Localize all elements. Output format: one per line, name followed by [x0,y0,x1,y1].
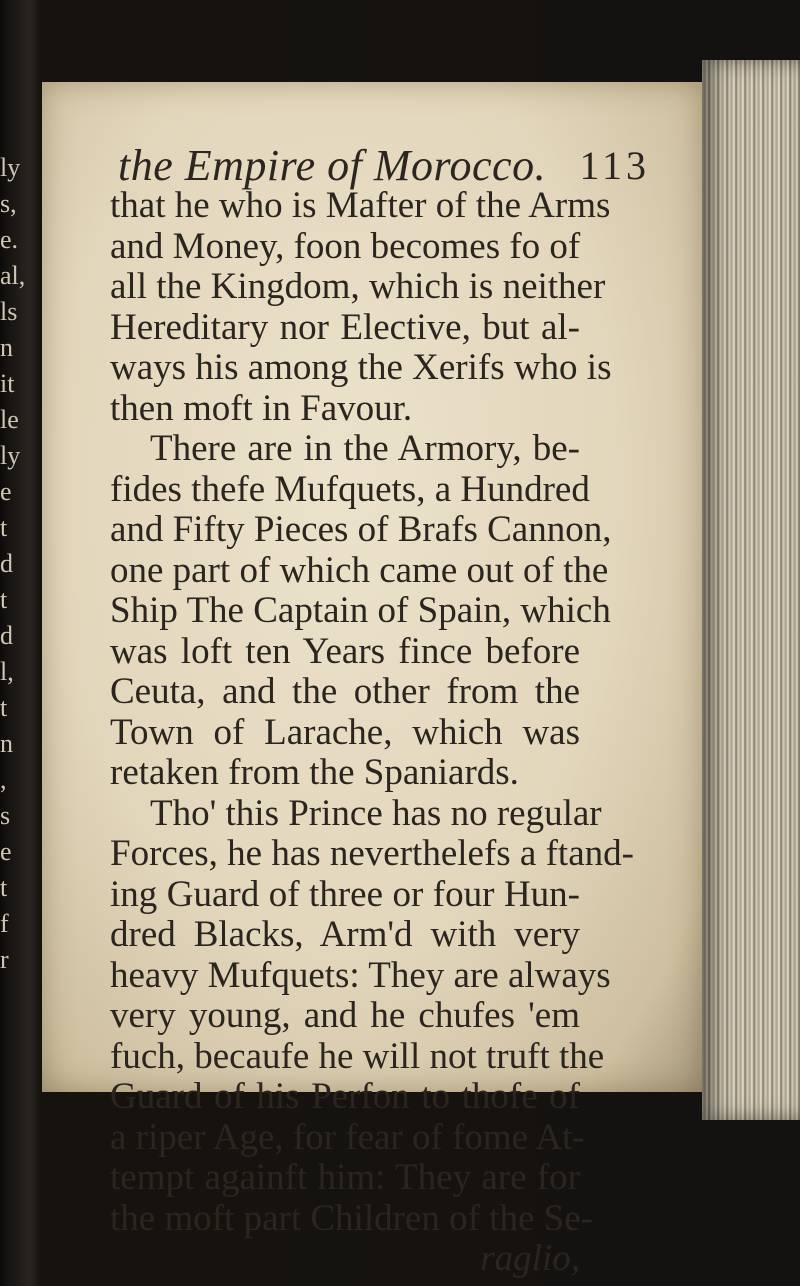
previous-page-fragment: s, [0,189,17,218]
previous-page-fragment: t [0,693,8,722]
text-line: one part of which came out of the [110,549,609,591]
text-line: all the Kingdom, which is neither [110,266,606,307]
text-line: fides thefe Mufquets, a Hundred [110,468,590,510]
previous-page-fragment: t [0,873,8,902]
text-line: retaken from the Spaniards. [110,752,519,793]
text-line: ing Guard of three or four Hun- [110,873,580,915]
text-line: There are in the Armory, be- [150,428,580,469]
previous-page-fragment: e [0,837,12,866]
text-line: Hereditary nor Elective, but al- [110,306,580,348]
previous-page-fragment: r [0,945,9,974]
text-line: and Money, foon becomes fo of [110,225,581,267]
previous-page-fragment: f [0,909,9,938]
text-line: and Fifty Pieces of Brafs Cannon, [110,509,612,550]
text-line: heavy Mufquets: They are always [110,954,611,996]
text-line: Guard of his Perfon to thofe of [110,1076,580,1117]
previous-page-fragment: ly [0,441,21,470]
previous-page-fragment: t [0,585,8,614]
page-stack-edge [702,60,800,1120]
previous-page-fragment: n [0,729,13,758]
previous-page-fragment: s [0,801,11,830]
running-head: the Empire of Morocco. [118,141,547,190]
previous-page-fragment: , [0,765,7,794]
previous-page-fragment: e. [0,225,19,254]
body-text [110,185,634,1280]
previous-page-fragment: ly [0,153,21,182]
text-line: Ship The Captain of Spain, which [110,590,611,631]
previous-page-fragment: d [0,621,13,650]
text-line: fuch, becaufe he will not truft the [110,1035,605,1077]
text-line: a riper Age, for fear of fome At- [110,1116,585,1158]
text-line: dred Blacks, Arm'd with very [110,914,580,955]
text-line: ways his among the Xerifs who is [110,347,612,388]
previous-page-fragment: it [0,369,15,398]
previous-page-fragment: al, [0,261,26,290]
previous-page-fragment: l, [0,657,14,686]
text-line: very young, and he chufes 'em [110,995,580,1036]
previous-page-fragment: ls [0,297,18,326]
previous-page-edge [0,150,40,974]
text-line: that he who is Mafter of the Arms [110,185,611,226]
text-line: Forces, he has neverthelefs a ftand- [110,833,634,874]
previous-page-fragment: d [0,549,13,578]
text-line: tempt againft him: They are for [110,1157,580,1198]
previous-page-fragment: e [0,477,12,506]
text-line: Tho' this Prince has no regular [150,792,602,834]
text-line: the moft part Children of the Se- [110,1197,593,1239]
previous-page-fragment: t [0,513,8,542]
previous-page-fragment: le [0,405,19,434]
page-number: 113 [579,143,650,188]
previous-page-fragment: n [0,333,13,362]
text-line: Ceuta, and the other from the [110,671,580,712]
catchword: raglio, [480,1238,580,1279]
text-line: Town of Larache, which was [110,711,580,753]
text-line: was loft ten Years fince before [110,630,580,672]
text-line: then moft in Favour. [110,387,413,429]
